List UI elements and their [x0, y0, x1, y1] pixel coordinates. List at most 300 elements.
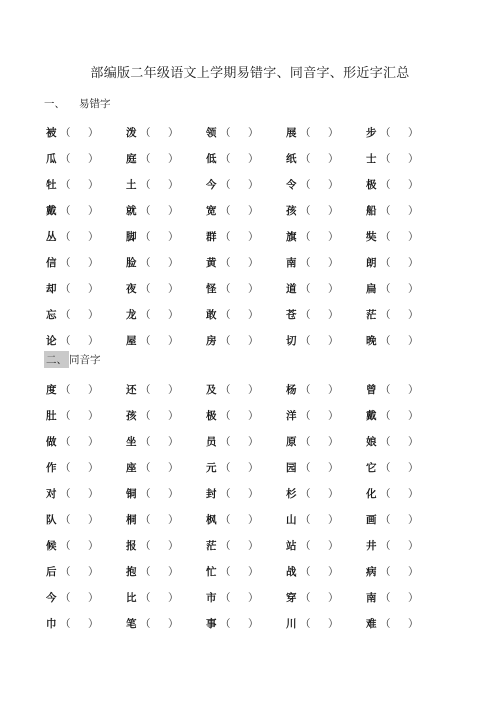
- character-fill-item: [46, 538, 126, 553]
- answer-blank-open: （: [300, 334, 311, 347]
- character-fill-item: [126, 382, 206, 397]
- character-fill-item: [46, 281, 126, 296]
- character: 步: [366, 126, 377, 139]
- answer-blank-close: ）: [408, 565, 419, 578]
- answer-blank-open: （: [140, 204, 151, 217]
- answer-blank-close: ）: [168, 256, 179, 269]
- character-fill-item: [286, 538, 366, 553]
- character: 及: [206, 383, 217, 396]
- answer-blank-close: ）: [168, 204, 179, 217]
- section-title: 易错字: [79, 98, 111, 110]
- character: 战: [286, 565, 297, 578]
- character: 敢: [206, 308, 217, 321]
- character-fill-item: [126, 307, 206, 322]
- answer-blank-open: （: [380, 435, 391, 448]
- answer-blank-open: （: [60, 256, 71, 269]
- character-row: [46, 428, 446, 454]
- answer-blank-close: ）: [88, 334, 99, 347]
- answer-blank-close: ）: [88, 409, 99, 422]
- answer-blank-close: ）: [88, 282, 99, 295]
- character: 站: [286, 539, 297, 552]
- character-fill-item: [126, 408, 206, 423]
- answer-blank-open: （: [60, 152, 71, 165]
- answer-blank-open: （: [380, 230, 391, 243]
- section-heading-easy-mistake: [44, 96, 111, 111]
- answer-blank-close: ）: [408, 409, 419, 422]
- answer-blank-open: （: [60, 204, 71, 217]
- answer-blank-close: ）: [408, 152, 419, 165]
- answer-blank-open: （: [300, 617, 311, 630]
- character-fill-item: [46, 512, 126, 527]
- answer-blank-close: ）: [248, 565, 259, 578]
- character: 极: [206, 409, 217, 422]
- character-fill-item: [46, 151, 126, 166]
- answer-blank-close: ）: [328, 308, 339, 321]
- answer-blank-close: ）: [168, 617, 179, 630]
- answer-blank-open: （: [220, 409, 231, 422]
- section-number: 一、: [44, 98, 65, 110]
- answer-blank-open: （: [380, 126, 391, 139]
- character-row: [46, 197, 446, 223]
- answer-blank-close: ）: [328, 591, 339, 604]
- answer-blank-close: ）: [408, 435, 419, 448]
- character-fill-item: [286, 590, 366, 605]
- character-fill-item: [206, 564, 286, 579]
- character: 茫: [366, 308, 377, 321]
- answer-blank-open: （: [380, 461, 391, 474]
- answer-blank-close: ）: [168, 461, 179, 474]
- answer-blank-open: （: [300, 256, 311, 269]
- character-fill-item: [366, 616, 446, 631]
- answer-blank-open: （: [220, 256, 231, 269]
- answer-blank-close: ）: [168, 565, 179, 578]
- character: 化: [366, 487, 377, 500]
- answer-blank-close: ）: [408, 256, 419, 269]
- character: 娘: [366, 435, 377, 448]
- character-fill-item: [206, 538, 286, 553]
- answer-blank-open: （: [140, 617, 151, 630]
- answer-blank-open: （: [380, 617, 391, 630]
- character: 坐: [126, 435, 137, 448]
- character: 丛: [46, 230, 57, 243]
- answer-blank-open: （: [60, 409, 71, 422]
- answer-blank-close: ）: [248, 383, 259, 396]
- character-fill-item: [286, 203, 366, 218]
- answer-blank-close: ）: [248, 617, 259, 630]
- character-fill-item: [366, 125, 446, 140]
- character-fill-item: [46, 333, 126, 348]
- answer-blank-close: ）: [328, 126, 339, 139]
- character: 今: [206, 178, 217, 191]
- character-row: [46, 301, 446, 327]
- character: 它: [366, 461, 377, 474]
- answer-blank-close: ）: [248, 409, 259, 422]
- character: 脸: [126, 256, 137, 269]
- answer-blank-close: ）: [88, 565, 99, 578]
- answer-blank-close: ）: [248, 178, 259, 191]
- answer-blank-open: （: [220, 282, 231, 295]
- character-row: [46, 610, 446, 636]
- answer-blank-open: （: [300, 539, 311, 552]
- answer-blank-close: ）: [88, 383, 99, 396]
- character-fill-item: [206, 229, 286, 244]
- answer-blank-close: ）: [88, 617, 99, 630]
- character: 山: [286, 513, 297, 526]
- answer-blank-open: （: [300, 435, 311, 448]
- character-fill-item: [286, 125, 366, 140]
- character: 穿: [286, 591, 297, 604]
- answer-blank-open: （: [60, 282, 71, 295]
- answer-blank-open: （: [140, 152, 151, 165]
- character: 船: [366, 204, 377, 217]
- character: 肚: [46, 409, 57, 422]
- homophone-character-grid: [46, 376, 446, 636]
- answer-blank-open: （: [220, 152, 231, 165]
- answer-blank-close: ）: [408, 334, 419, 347]
- character: 抱: [126, 565, 137, 578]
- answer-blank-open: （: [220, 435, 231, 448]
- character-fill-item: [206, 151, 286, 166]
- character: 道: [286, 282, 297, 295]
- character-fill-item: [126, 203, 206, 218]
- answer-blank-close: ）: [168, 152, 179, 165]
- answer-blank-close: ）: [168, 591, 179, 604]
- character: 令: [286, 178, 297, 191]
- character-fill-item: [286, 460, 366, 475]
- character: 就: [126, 204, 137, 217]
- answer-blank-open: （: [60, 178, 71, 191]
- character: 候: [46, 539, 57, 552]
- character: 杨: [286, 383, 297, 396]
- character-fill-item: [206, 281, 286, 296]
- character-row: [46, 480, 446, 506]
- answer-blank-close: ）: [408, 204, 419, 217]
- character-fill-item: [46, 408, 126, 423]
- answer-blank-close: ）: [248, 435, 259, 448]
- character-fill-item: [46, 177, 126, 192]
- character-fill-item: [366, 281, 446, 296]
- answer-blank-open: （: [220, 178, 231, 191]
- character: 川: [286, 617, 297, 630]
- answer-blank-open: （: [140, 282, 151, 295]
- answer-blank-open: （: [60, 513, 71, 526]
- character-row: [46, 119, 446, 145]
- answer-blank-open: （: [380, 178, 391, 191]
- character: 瓜: [46, 152, 57, 165]
- answer-blank-close: ）: [88, 256, 99, 269]
- character-row: [46, 506, 446, 532]
- character-fill-item: [206, 382, 286, 397]
- character-fill-item: [206, 434, 286, 449]
- character: 度: [46, 383, 57, 396]
- answer-blank-close: ）: [88, 591, 99, 604]
- character-fill-item: [126, 538, 206, 553]
- character: 座: [126, 461, 137, 474]
- character: 牡: [46, 178, 57, 191]
- answer-blank-open: （: [220, 126, 231, 139]
- character-fill-item: [126, 486, 206, 501]
- answer-blank-open: （: [300, 230, 311, 243]
- character-fill-item: [286, 616, 366, 631]
- answer-blank-open: （: [140, 539, 151, 552]
- character-fill-item: [46, 590, 126, 605]
- easy-mistake-character-grid: [46, 119, 446, 353]
- character-fill-item: [286, 177, 366, 192]
- answer-blank-open: （: [220, 565, 231, 578]
- character-fill-item: [46, 486, 126, 501]
- answer-blank-open: （: [140, 126, 151, 139]
- character-fill-item: [366, 203, 446, 218]
- answer-blank-open: （: [220, 308, 231, 321]
- answer-blank-open: （: [60, 591, 71, 604]
- character: 戴: [366, 409, 377, 422]
- answer-blank-close: ）: [168, 435, 179, 448]
- character-fill-item: [126, 616, 206, 631]
- answer-blank-open: （: [60, 539, 71, 552]
- character: 报: [126, 539, 137, 552]
- section-heading-homophones: [44, 351, 101, 368]
- answer-blank-close: ）: [328, 617, 339, 630]
- character-fill-item: [366, 408, 446, 423]
- answer-blank-open: （: [220, 487, 231, 500]
- answer-blank-open: （: [60, 230, 71, 243]
- character: 洋: [286, 409, 297, 422]
- character: 还: [126, 383, 137, 396]
- character-fill-item: [206, 255, 286, 270]
- answer-blank-open: （: [300, 204, 311, 217]
- answer-blank-close: ）: [328, 230, 339, 243]
- answer-blank-open: （: [140, 178, 151, 191]
- character-row: [46, 275, 446, 301]
- character: 画: [366, 513, 377, 526]
- character-fill-item: [366, 229, 446, 244]
- answer-blank-close: ）: [408, 591, 419, 604]
- character-fill-item: [286, 333, 366, 348]
- answer-blank-close: ）: [408, 617, 419, 630]
- character-fill-item: [366, 255, 446, 270]
- character: 龙: [126, 308, 137, 321]
- answer-blank-open: （: [220, 334, 231, 347]
- character-fill-item: [286, 512, 366, 527]
- character-row: [46, 145, 446, 171]
- answer-blank-open: （: [220, 461, 231, 474]
- character: 士: [366, 152, 377, 165]
- character-fill-item: [126, 512, 206, 527]
- answer-blank-open: （: [220, 539, 231, 552]
- answer-blank-close: ）: [408, 513, 419, 526]
- answer-blank-close: ）: [88, 539, 99, 552]
- character-row: [46, 223, 446, 249]
- answer-blank-close: ）: [408, 487, 419, 500]
- answer-blank-open: （: [220, 383, 231, 396]
- character: 比: [126, 591, 137, 604]
- character: 切: [286, 334, 297, 347]
- answer-blank-open: （: [60, 308, 71, 321]
- character-fill-item: [206, 125, 286, 140]
- character: 戴: [46, 204, 57, 217]
- section-number: 二、: [44, 351, 69, 368]
- page-title: 部编版二年级语文上学期易错字、同音字、形近字汇总: [90, 66, 410, 81]
- character: 巾: [46, 617, 57, 630]
- character-fill-item: [206, 203, 286, 218]
- character-row: [46, 249, 446, 275]
- character-fill-item: [366, 307, 446, 322]
- character: 领: [206, 126, 217, 139]
- character: 病: [366, 565, 377, 578]
- character: 南: [366, 591, 377, 604]
- character-fill-item: [286, 382, 366, 397]
- answer-blank-open: （: [140, 256, 151, 269]
- answer-blank-open: （: [140, 591, 151, 604]
- answer-blank-close: ）: [408, 308, 419, 321]
- answer-blank-close: ）: [88, 308, 99, 321]
- answer-blank-open: （: [220, 617, 231, 630]
- character: 作: [46, 461, 57, 474]
- answer-blank-close: ）: [248, 152, 259, 165]
- answer-blank-close: ）: [328, 152, 339, 165]
- answer-blank-open: （: [60, 565, 71, 578]
- character: 群: [206, 230, 217, 243]
- answer-blank-open: （: [300, 308, 311, 321]
- answer-blank-close: ）: [248, 282, 259, 295]
- answer-blank-open: （: [300, 591, 311, 604]
- answer-blank-close: ）: [328, 334, 339, 347]
- answer-blank-close: ）: [408, 178, 419, 191]
- character-fill-item: [126, 151, 206, 166]
- character: 信: [46, 256, 57, 269]
- character-fill-item: [286, 229, 366, 244]
- character: 员: [206, 435, 217, 448]
- answer-blank-close: ）: [408, 282, 419, 295]
- character-fill-item: [286, 255, 366, 270]
- answer-blank-close: ）: [248, 487, 259, 500]
- answer-blank-open: （: [220, 513, 231, 526]
- character: 旗: [286, 230, 297, 243]
- character-fill-item: [206, 408, 286, 423]
- answer-blank-close: ）: [168, 539, 179, 552]
- character-fill-item: [126, 590, 206, 605]
- answer-blank-open: （: [380, 487, 391, 500]
- answer-blank-open: （: [140, 334, 151, 347]
- character: 后: [46, 565, 57, 578]
- character-fill-item: [46, 382, 126, 397]
- answer-blank-close: ）: [168, 383, 179, 396]
- character: 做: [46, 435, 57, 448]
- character-fill-item: [366, 460, 446, 475]
- character: 茫: [206, 539, 217, 552]
- answer-blank-open: （: [220, 591, 231, 604]
- character: 曾: [366, 383, 377, 396]
- character: 庭: [126, 152, 137, 165]
- answer-blank-open: （: [380, 539, 391, 552]
- answer-blank-open: （: [380, 204, 391, 217]
- answer-blank-close: ）: [408, 539, 419, 552]
- answer-blank-close: ）: [248, 230, 259, 243]
- character-fill-item: [126, 460, 206, 475]
- answer-blank-open: （: [380, 256, 391, 269]
- answer-blank-close: ）: [328, 539, 339, 552]
- character: 苍: [286, 308, 297, 321]
- answer-blank-open: （: [300, 461, 311, 474]
- answer-blank-close: ）: [248, 204, 259, 217]
- character: 井: [366, 539, 377, 552]
- character-fill-item: [46, 564, 126, 579]
- character-fill-item: [206, 590, 286, 605]
- character: 杉: [286, 487, 297, 500]
- answer-blank-close: ）: [248, 126, 259, 139]
- character-fill-item: [46, 616, 126, 631]
- character-row: [46, 402, 446, 428]
- character-fill-item: [46, 229, 126, 244]
- character-fill-item: [46, 460, 126, 475]
- character: 朗: [366, 256, 377, 269]
- character: 被: [46, 126, 57, 139]
- character: 今: [46, 591, 57, 604]
- answer-blank-open: （: [140, 230, 151, 243]
- character-row: [46, 171, 446, 197]
- answer-blank-close: ）: [328, 487, 339, 500]
- answer-blank-close: ）: [328, 461, 339, 474]
- character: 忙: [206, 565, 217, 578]
- answer-blank-open: （: [140, 461, 151, 474]
- character: 怪: [206, 282, 217, 295]
- character-fill-item: [286, 281, 366, 296]
- answer-blank-open: （: [300, 282, 311, 295]
- answer-blank-close: ）: [408, 126, 419, 139]
- answer-blank-open: （: [380, 383, 391, 396]
- answer-blank-close: ）: [248, 591, 259, 604]
- answer-blank-close: ）: [88, 513, 99, 526]
- answer-blank-open: （: [300, 126, 311, 139]
- answer-blank-close: ）: [408, 383, 419, 396]
- character: 泼: [126, 126, 137, 139]
- character-fill-item: [46, 434, 126, 449]
- answer-blank-open: （: [380, 565, 391, 578]
- character: 脚: [126, 230, 137, 243]
- character: 市: [206, 591, 217, 604]
- character-fill-item: [366, 382, 446, 397]
- character-fill-item: [366, 486, 446, 501]
- answer-blank-open: （: [300, 383, 311, 396]
- character-fill-item: [286, 564, 366, 579]
- character: 笔: [126, 617, 137, 630]
- character: 原: [286, 435, 297, 448]
- character: 队: [46, 513, 57, 526]
- character-fill-item: [46, 255, 126, 270]
- answer-blank-close: ）: [88, 230, 99, 243]
- character: 桐: [126, 513, 137, 526]
- answer-blank-close: ）: [88, 435, 99, 448]
- answer-blank-close: ）: [248, 308, 259, 321]
- answer-blank-open: （: [220, 230, 231, 243]
- answer-blank-open: （: [60, 334, 71, 347]
- answer-blank-close: ）: [408, 461, 419, 474]
- answer-blank-open: （: [60, 435, 71, 448]
- character-fill-item: [286, 486, 366, 501]
- answer-blank-open: （: [140, 487, 151, 500]
- character-fill-item: [366, 590, 446, 605]
- answer-blank-close: ）: [328, 409, 339, 422]
- character: 屋: [126, 334, 137, 347]
- character-fill-item: [206, 177, 286, 192]
- character-fill-item: [286, 408, 366, 423]
- character-fill-item: [366, 564, 446, 579]
- character-fill-item: [46, 203, 126, 218]
- answer-blank-open: （: [60, 487, 71, 500]
- answer-blank-open: （: [140, 513, 151, 526]
- answer-blank-close: ）: [328, 204, 339, 217]
- character-fill-item: [286, 434, 366, 449]
